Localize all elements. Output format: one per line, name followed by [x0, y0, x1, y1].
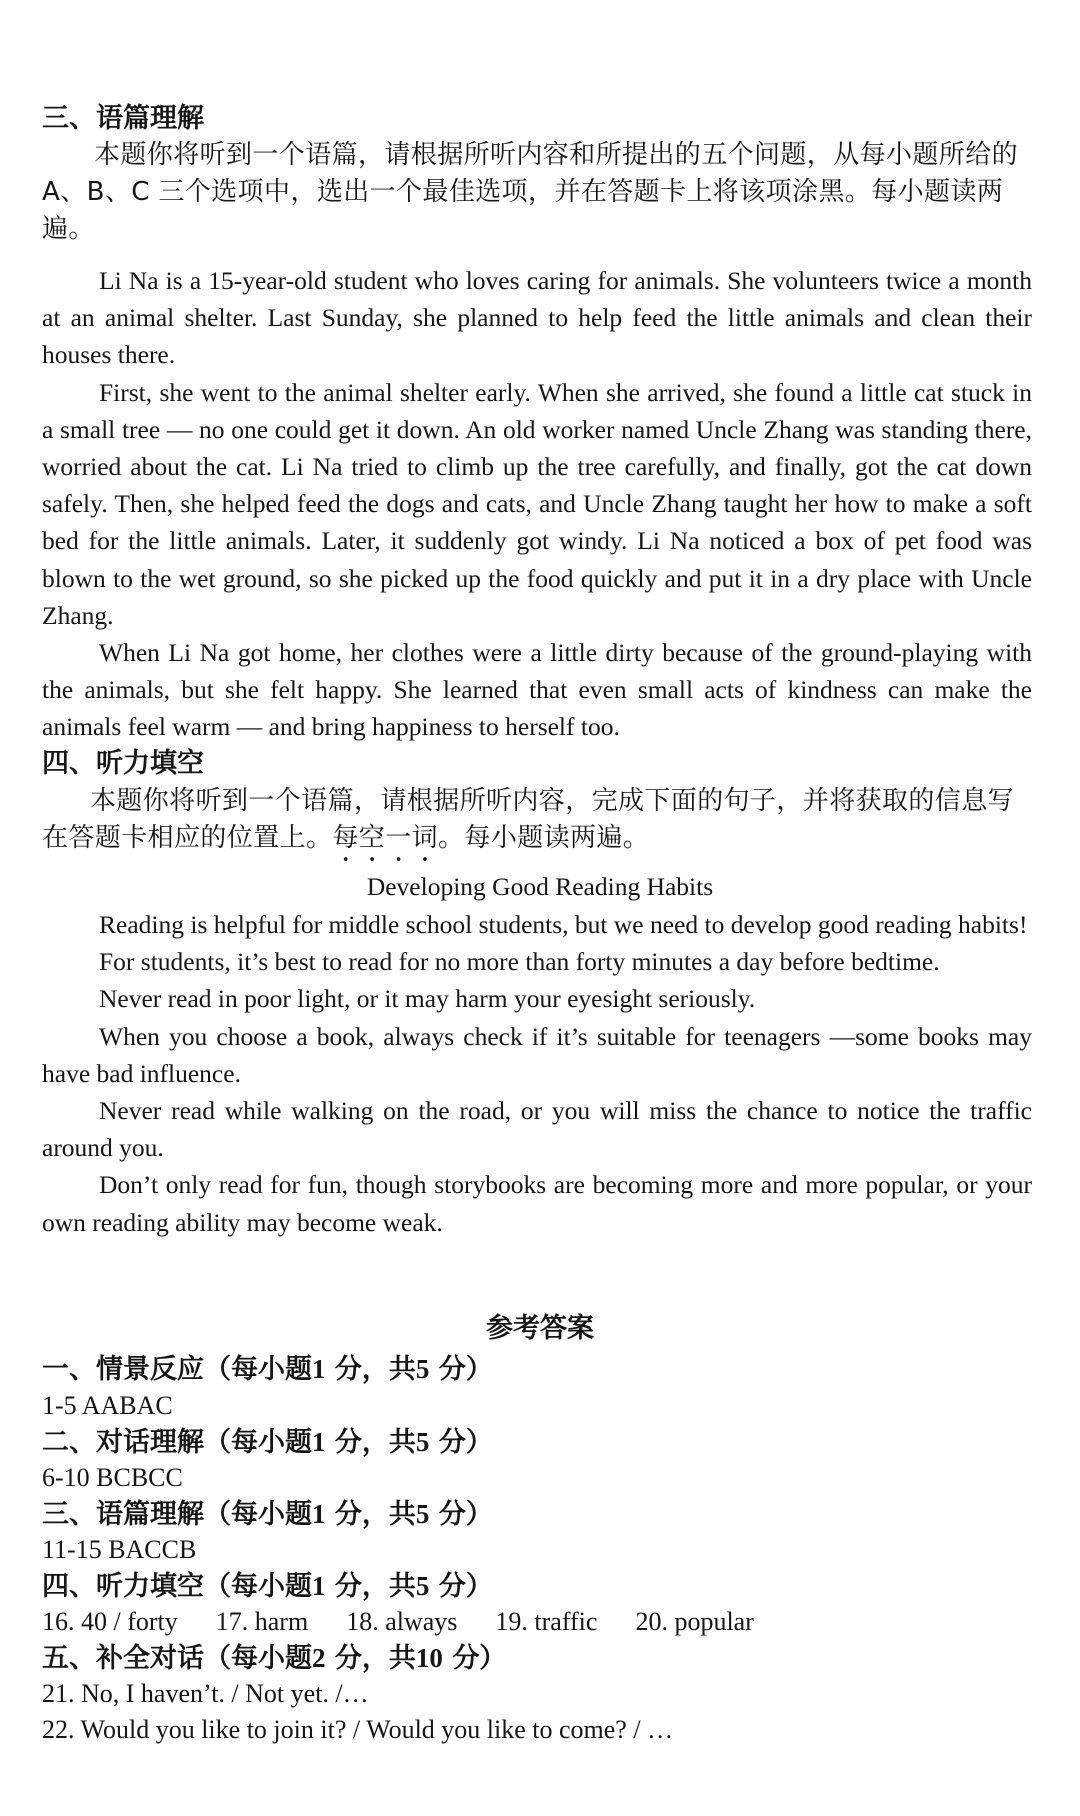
total-points: 5 [415, 1427, 430, 1457]
instruction-text-end: 。每小题读两遍。 [438, 823, 650, 853]
section4-heading: 四、听力填空 [42, 748, 204, 779]
points-per-question: 1 [312, 1427, 326, 1457]
answer-item: 19. traffic [495, 1607, 598, 1636]
heading-text: 五、补全对话（每小题 [42, 1643, 312, 1674]
points-per-question: 1 [312, 1571, 326, 1601]
answer-line: 1-5 AABAC [42, 1391, 173, 1420]
section4-passage [42, 906, 1032, 1241]
passage-paragraph: Li Na is a 15-year-old student who loves caring for animals. She volunteers twice a month at an animal shelter. Last Sunday, she planned to help feed the little animals and clean their houses there. [42, 266, 1032, 370]
answer-line: 21. No, I haven’t. / Not yet. /… [42, 1679, 369, 1708]
passage-paragraph: First, she went to the animal shelter early. When she arrived, she found a little cat stuck in a small tree — no one could get it down. An old worker named Uncle Zhang was standing there, worried about the cat. Li Na tried to climb up the tree carefully, and finally, got the cat down safely. Then, she helped feed the dogs and cats, and Uncle Zhang taught her how to make a soft bed for the little animals. Later, it suddenly got windy. Li Na noticed a box of pet food was blown to the wet ground, so she picked up the food quickly and put it in a dry place with Uncle Zhang. [42, 377, 1032, 630]
passage-paragraph: Reading is helpful for middle school students, but we need to develop good reading habits! [99, 910, 1028, 939]
answer-item: 20. popular [635, 1607, 754, 1636]
heading-text: 二、对话理解（每小题 [42, 1427, 312, 1458]
answer-section-heading [42, 1496, 493, 1533]
passage-paragraph: Don’t only read for fun, though storybooks are becoming more and more popular, or your own reading ability may become weak. [42, 1170, 1032, 1237]
heading-text: 分，共 [334, 1427, 416, 1458]
heading-text: 三、语篇理解（每小题 [42, 1499, 312, 1530]
total-points: 5 [415, 1354, 430, 1384]
section4-instruction [42, 783, 1032, 868]
answer-line: 6-10 BCBCC [42, 1463, 183, 1492]
passage-paragraph: Never read while walking on the road, or you will miss the chance to notice the traffic around you. [42, 1096, 1032, 1163]
points-per-question: 1 [312, 1354, 326, 1384]
total-points: 5 [415, 1571, 430, 1601]
instruction-text: 本题你将听到一个语篇，请根据所听内容，完成下面的句子，并将获取的信息写在答题卡相应的位置上。 [42, 786, 1015, 853]
heading-text: 分） [438, 1354, 493, 1385]
reading-habits-title: Developing Good Reading Habits [366, 872, 714, 901]
passage-paragraph: When Li Na got home, her clothes were a little dirty because of the ground-playing with the animals, but she felt happy. She learned that even small acts of kindness can make the animals feel warm — and bring happiness to herself too. [42, 638, 1032, 742]
section3-heading: 三、语篇理解 [42, 103, 204, 134]
instruction-emphasis: 每空一词 [332, 823, 439, 853]
total-points: 10 [415, 1643, 443, 1673]
heading-text: 一、情景反应（每小题 [42, 1354, 312, 1385]
heading-text: 分，共 [334, 1643, 416, 1674]
fill-in-answers [42, 1604, 792, 1640]
heading-text: 分，共 [334, 1571, 416, 1602]
heading-text: 四、听力填空（每小题 [42, 1571, 312, 1602]
section3-passage [42, 262, 1032, 746]
answer-item: 16. 40 / forty [42, 1607, 178, 1636]
section3-instruction: 本题你将听到一个语篇，请根据所听内容和所提出的五个问题，从每小题所给的 A、B、C 三个选项中，选出一个最佳选项，并在答题卡上将该项涂黑。每小题读两遍。 [42, 140, 1019, 244]
heading-text: 分，共 [334, 1499, 416, 1530]
heading-text: 分） [452, 1643, 507, 1674]
passage-paragraph: When you choose a book, always check if it’s suitable for teenagers —some books may have bad influence. [42, 1021, 1032, 1088]
answer-section-heading [42, 1351, 493, 1388]
answers-title: 参考答案 [486, 1313, 594, 1344]
heading-text: 分） [438, 1571, 493, 1602]
heading-text: 分） [438, 1427, 493, 1458]
heading-text: 分） [438, 1499, 493, 1530]
answer-item: 18. always [346, 1607, 458, 1636]
answer-line: 22. Would you like to join it? / Would you like to come? / … [42, 1715, 674, 1744]
answer-section-heading [42, 1568, 493, 1605]
heading-text: 分，共 [334, 1354, 416, 1385]
points-per-question: 2 [312, 1643, 326, 1673]
answer-section-heading [42, 1424, 493, 1461]
answer-line: 11-15 BACCB [42, 1535, 197, 1564]
answer-section-heading [42, 1640, 506, 1677]
total-points: 5 [415, 1499, 430, 1529]
answer-item: 17. harm [215, 1607, 309, 1636]
points-per-question: 1 [312, 1499, 326, 1529]
passage-paragraph: For students, it’s best to read for no more than forty minutes a day before bedtime. [99, 947, 940, 977]
passage-paragraph: Never read in poor light, or it may harm your eyesight seriously. [99, 984, 756, 1014]
